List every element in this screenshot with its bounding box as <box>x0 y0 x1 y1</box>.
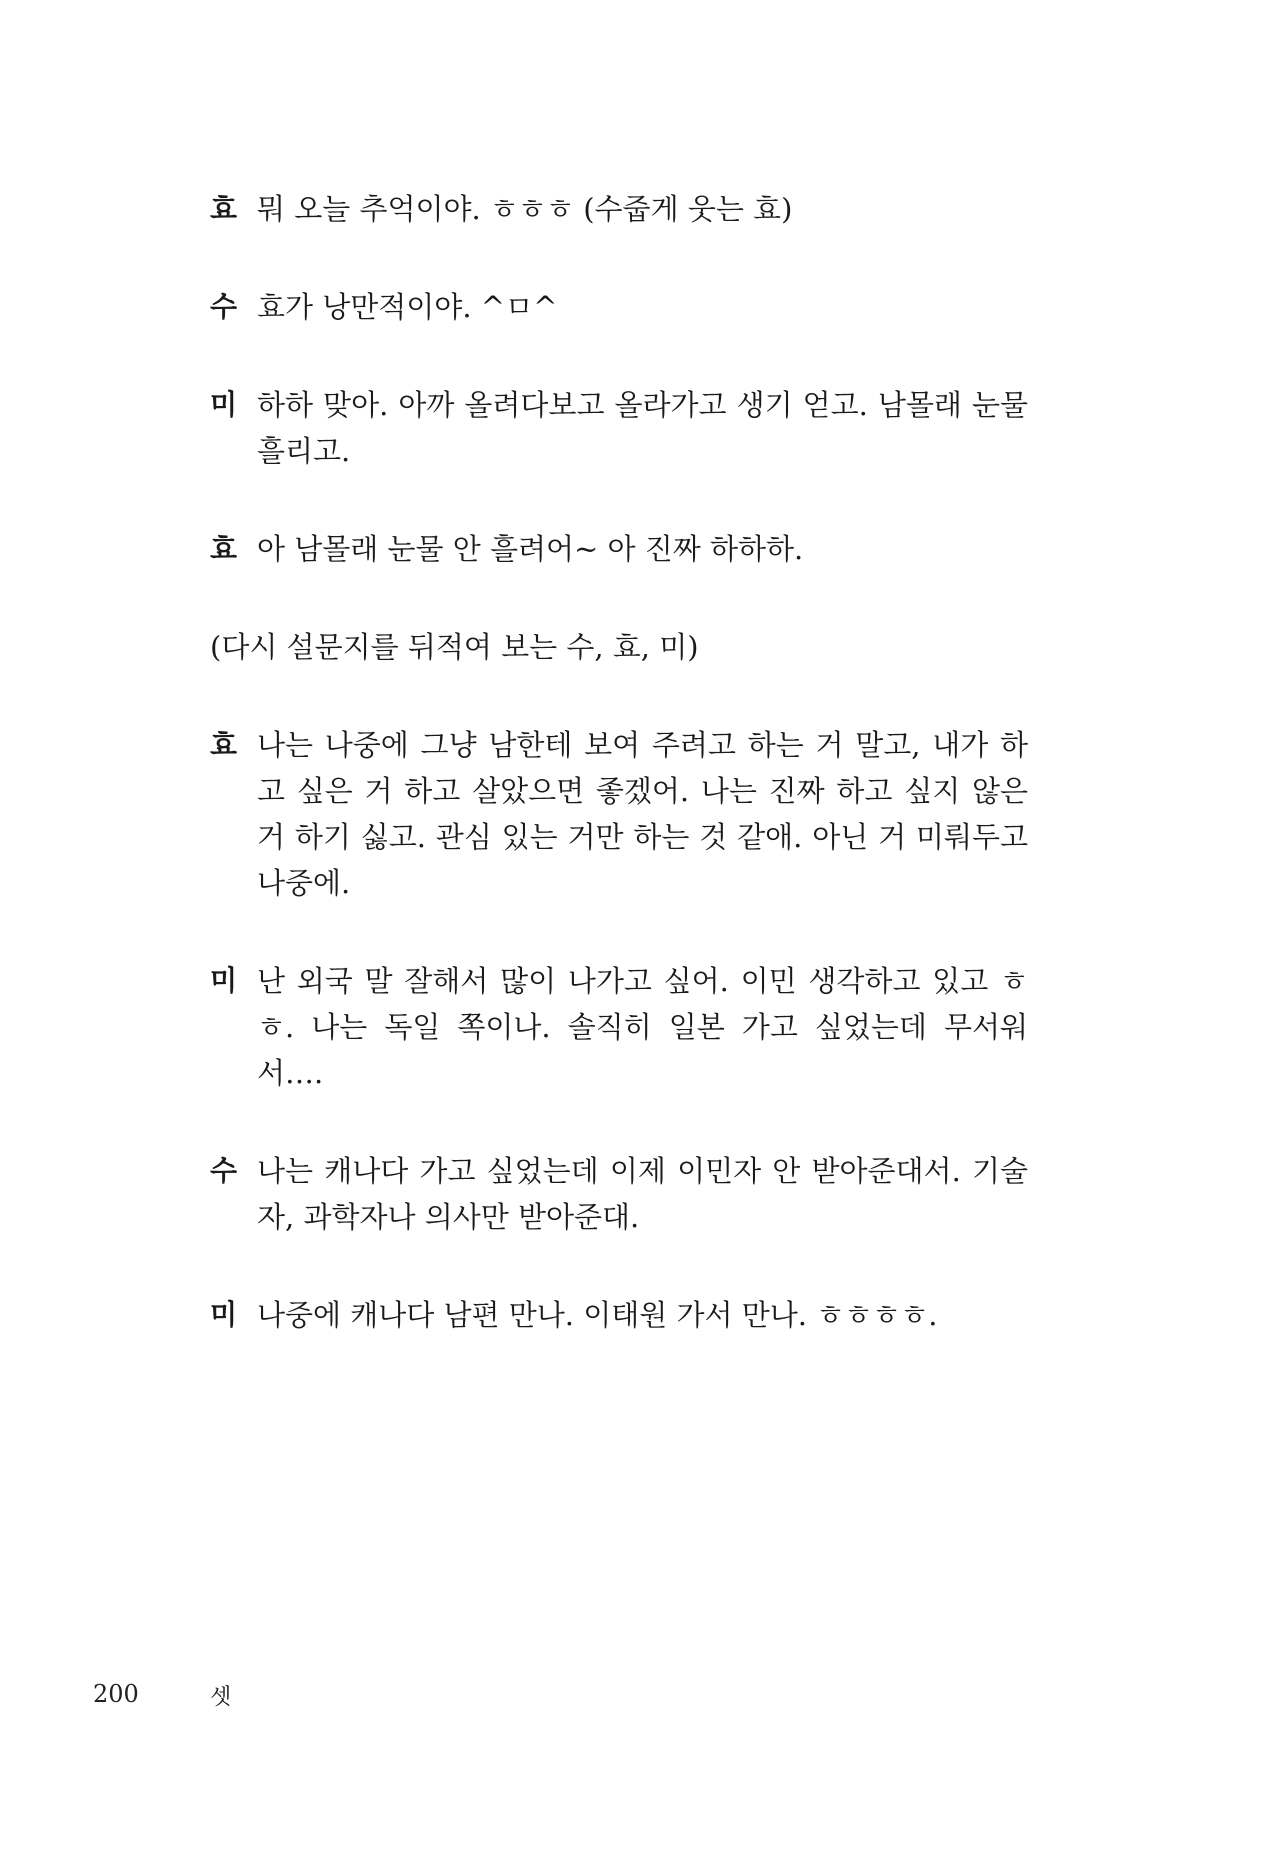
line-text: 효가 낭만적이야. ^ㅁ^ <box>257 290 558 324</box>
dialogue-line <box>210 186 1028 232</box>
speaker-label: 효 <box>210 192 238 225</box>
speaker-label: 수 <box>210 1154 238 1187</box>
line-text: 나중에 캐나다 남편 만나. 이태원 가서 만나. ㅎㅎㅎㅎ. <box>257 1298 938 1332</box>
dialogue-line <box>210 1292 1028 1338</box>
dialogue-line <box>210 1148 1028 1240</box>
line-text: 뭐 오늘 추억이야. ㅎㅎㅎ (수줍게 웃는 효) <box>257 192 793 226</box>
page-number: 200 <box>93 1680 139 1708</box>
line-text: 나는 나중에 그냥 남한테 보여 주려고 하는 거 말고, 내가 하고 싶은 거 하고 살았으면 좋겠어. 나는 진짜 하고 싶지 않은 거 하기 싫고. 관심 있는 거만 하는 것 같애. 아닌 거 미뤄두고 나중에. <box>257 728 1028 900</box>
speaker-label: 미 <box>210 1298 238 1331</box>
stage-direction: (다시 설문지를 뒤적여 보는 수, 효, 미) <box>210 630 699 664</box>
line-text: 나는 캐나다 가고 싶었는데 이제 이민자 안 받아준대서. 기술자, 과학자나 의사만 받아준대. <box>257 1154 1028 1234</box>
speaker-label: 미 <box>210 964 238 997</box>
dialogue-line <box>210 526 1028 572</box>
section-title: 셋 <box>210 1685 232 1710</box>
line-text: 하하 맞아. 아까 올려다보고 올라가고 생기 얻고. 남몰래 눈물 흘리고. <box>257 388 1028 468</box>
line-text: 난 외국 말 잘해서 많이 나가고 싶어. 이민 생각하고 있고 ㅎㅎ. 나는 독일 쪽이나. 솔직히 일본 가고 싶었는데 무서워서…. <box>257 964 1028 1090</box>
speaker-label: 미 <box>210 388 238 421</box>
dialogue-line <box>210 382 1028 474</box>
line-text: 아 남몰래 눈물 안 흘려어~ 아 진짜 하하하. <box>257 532 804 566</box>
dialogue-body <box>210 186 1028 1390</box>
speaker-label: 효 <box>210 728 238 761</box>
dialogue-line <box>210 722 1028 906</box>
speaker-label: 효 <box>210 532 238 565</box>
dialogue-line <box>210 284 1028 330</box>
dialogue-line <box>210 958 1028 1096</box>
speaker-label: 수 <box>210 290 238 323</box>
